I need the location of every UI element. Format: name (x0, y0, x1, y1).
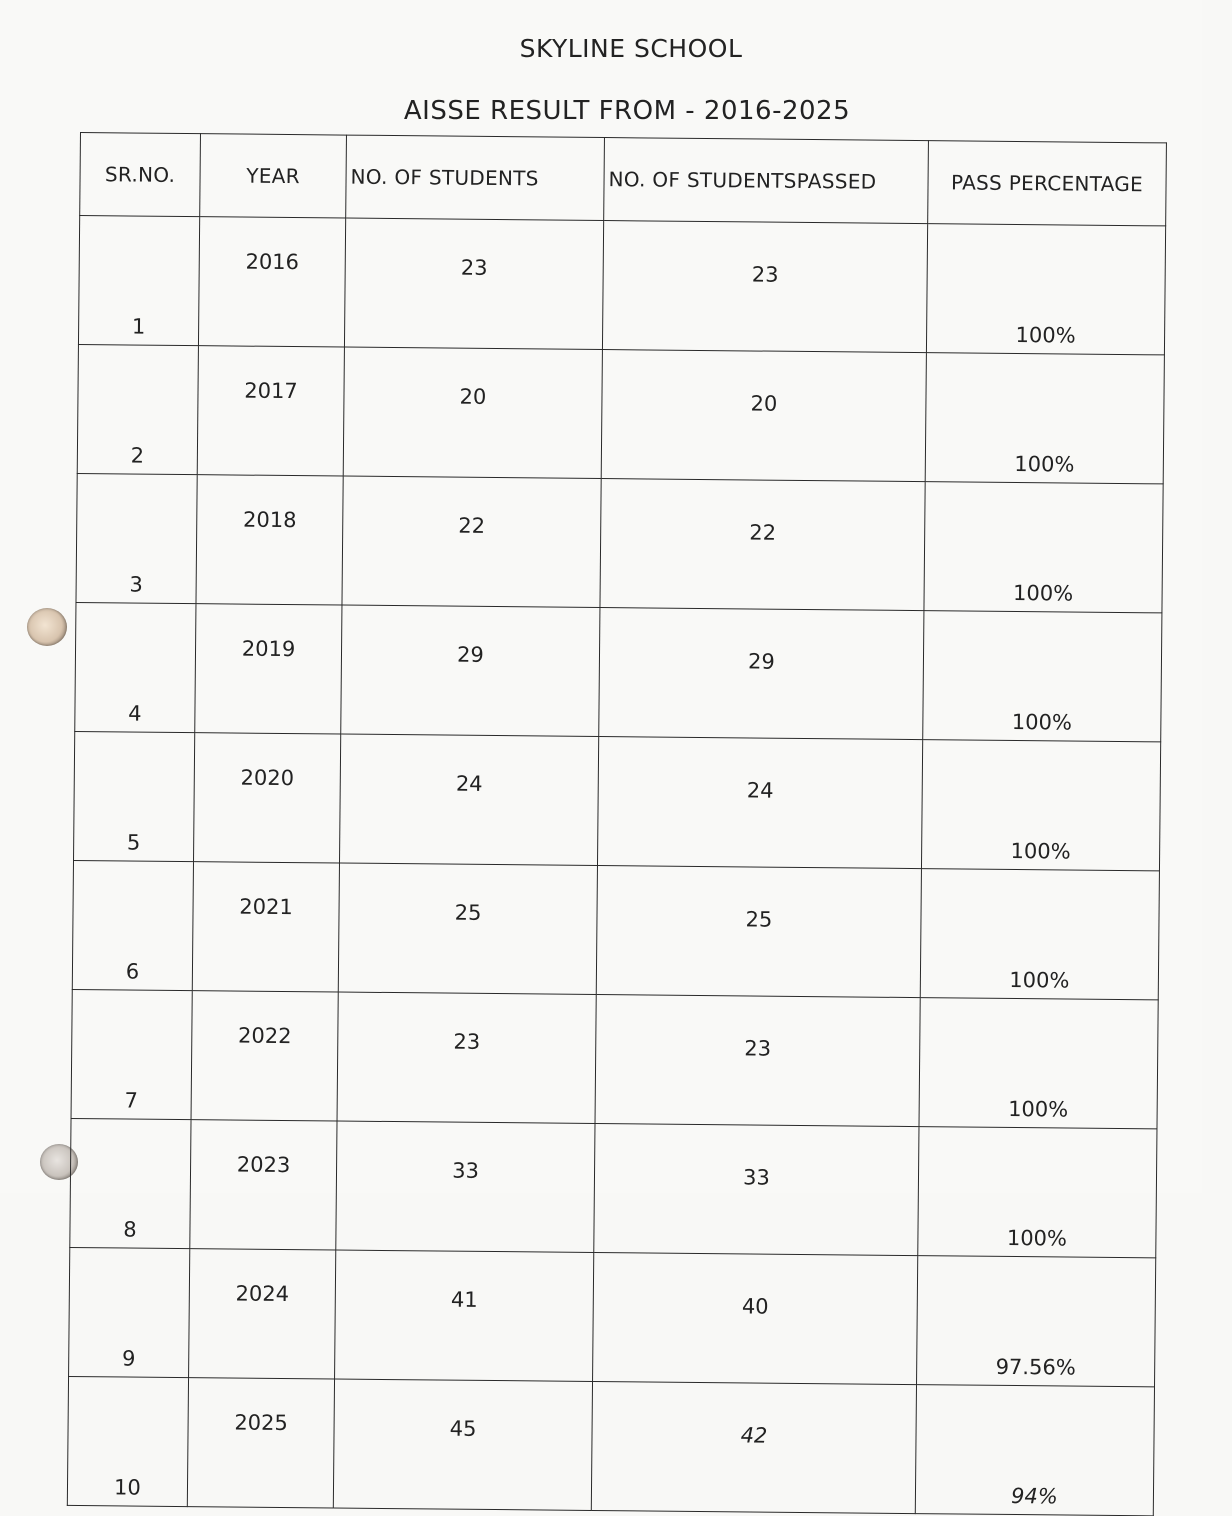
cell-passed: 33 (594, 1123, 919, 1255)
cell-students: 20 (343, 347, 602, 478)
cell-percentage: 100% (925, 353, 1164, 484)
table-row (75, 602, 1162, 741)
header-students: NO. OF STUDENTS (346, 135, 605, 220)
cell-passed: 40 (593, 1252, 918, 1384)
cell-passed: 23 (595, 994, 920, 1126)
table-row (71, 989, 1158, 1128)
cell-passed: 23 (602, 221, 927, 353)
cell-year: 2021 (192, 862, 339, 992)
table-row (74, 731, 1161, 870)
cell-year: 2024 (189, 1249, 336, 1379)
cell-students: 29 (341, 605, 600, 736)
cell-passed: 24 (597, 737, 922, 869)
cell-students: 41 (335, 1250, 594, 1381)
cell-year: 2025 (187, 1378, 334, 1508)
cell-sr-no: 8 (70, 1118, 191, 1248)
cell-percentage: 97.56% (917, 1256, 1156, 1387)
header-percentage: PASS PERCENTAGE (928, 141, 1167, 226)
header-row (80, 133, 1167, 226)
cell-sr-no: 9 (69, 1247, 190, 1377)
cell-sr-no: 7 (71, 989, 192, 1119)
table-row (76, 473, 1163, 612)
cell-percentage: 100% (924, 482, 1163, 613)
table-row (77, 344, 1164, 483)
table-row (70, 1118, 1157, 1257)
cell-passed: 22 (600, 479, 925, 611)
table-row (69, 1247, 1156, 1386)
cell-percentage: 100% (926, 224, 1165, 355)
cell-percentage: 100% (923, 611, 1162, 742)
cell-students: 23 (344, 218, 603, 349)
header-sr-no: SR.NO. (80, 133, 201, 217)
cell-year: 2019 (195, 604, 342, 734)
school-name: SKYLINE SCHOOL (519, 34, 743, 63)
cell-students: 23 (337, 992, 596, 1123)
cell-year: 2016 (198, 217, 345, 347)
cell-year: 2023 (190, 1120, 337, 1250)
cell-students: 33 (336, 1121, 595, 1252)
results-table (67, 132, 1167, 1516)
cell-sr-no: 1 (78, 216, 199, 346)
header-passed: NO. OF STUDENTSPASSED (604, 138, 929, 224)
punch-hole-top (27, 608, 67, 646)
cell-sr-no: 6 (72, 860, 193, 990)
cell-students: 22 (342, 476, 601, 607)
cell-sr-no: 10 (67, 1376, 188, 1506)
cell-passed-handwritten: 42 (591, 1381, 916, 1513)
cell-year: 2020 (194, 733, 341, 863)
cell-percentage-handwritten: 94% (915, 1385, 1154, 1516)
cell-percentage: 100% (920, 869, 1159, 1000)
cell-percentage: 100% (921, 740, 1160, 871)
cell-students: 25 (338, 863, 597, 994)
table-row (72, 860, 1159, 999)
table-row (78, 216, 1165, 355)
cell-sr-no: 3 (76, 473, 197, 603)
cell-percentage: 100% (918, 1127, 1157, 1258)
cell-year: 2022 (191, 991, 338, 1121)
cell-percentage: 100% (919, 998, 1158, 1129)
cell-passed: 29 (599, 608, 924, 740)
cell-passed: 20 (601, 350, 926, 482)
header-year: YEAR (200, 134, 347, 218)
table-row (67, 1376, 1154, 1515)
cell-students: 45 (333, 1379, 592, 1510)
cell-year: 2018 (196, 475, 343, 605)
cell-sr-no: 4 (75, 602, 196, 732)
cell-sr-no: 2 (77, 344, 198, 474)
result-title: AISSE RESULT FROM - 2016-2025 (403, 96, 851, 126)
cell-passed: 25 (596, 866, 921, 998)
cell-year: 2017 (197, 346, 344, 476)
cell-students: 24 (339, 734, 598, 865)
cell-sr-no: 5 (74, 731, 195, 861)
